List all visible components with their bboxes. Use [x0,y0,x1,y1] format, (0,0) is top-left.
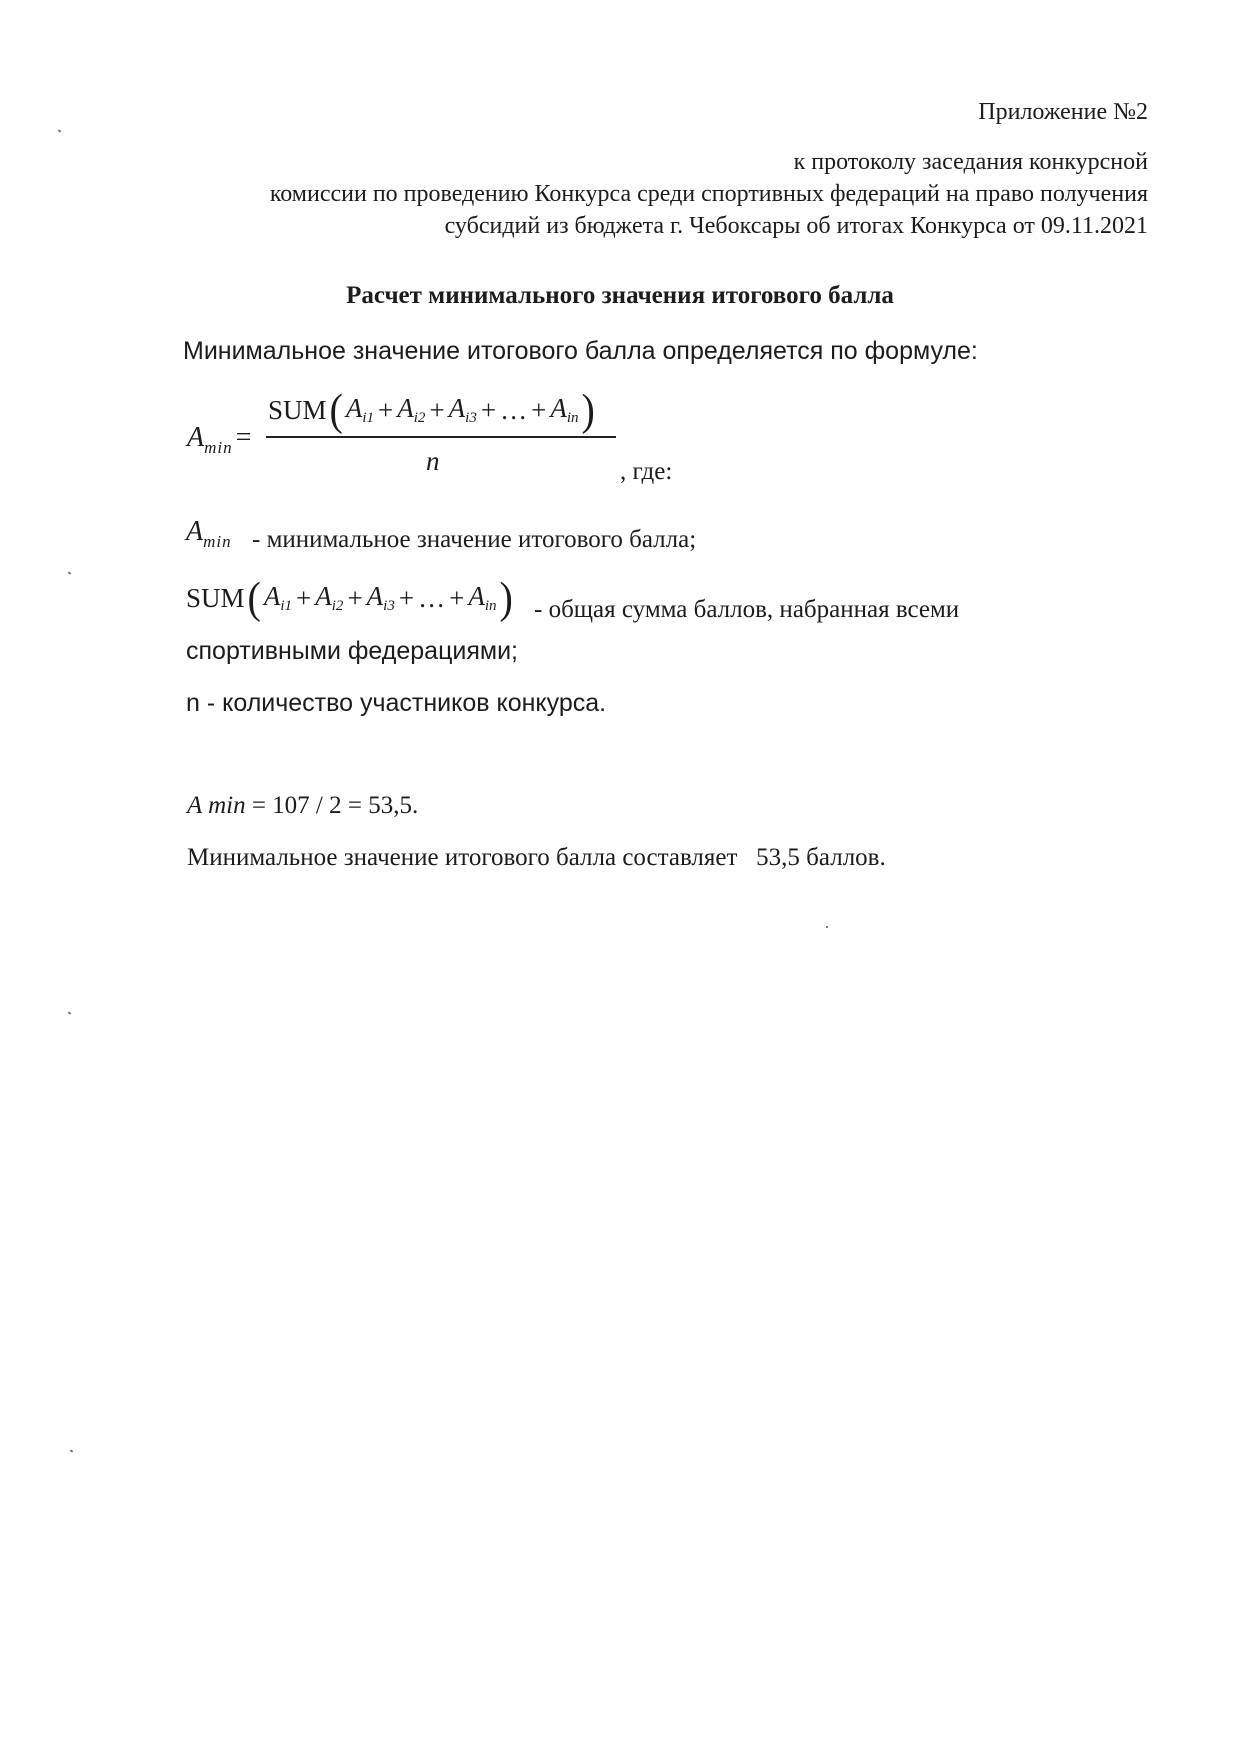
formula-term-1: $A_{i1}$ [345,393,375,426]
calc-lhs: A min [187,792,246,819]
header-line-3: субсидий из бюджета г. Чебоксары об итогах Конкурса от 09.11.2021 [444,213,1148,239]
document-title: Расчет минимального значения итогового балла [346,282,894,309]
formula-ellipsis: … [500,394,528,425]
formula-plus-1: + [378,394,394,425]
def-sum-text-2: спортивными федерациями; [186,637,519,665]
calculation-line [187,792,418,820]
def-sum-symbol: SUM ( $A_{i1}$ + $A_{i2}$ + $A_{i3}$ + … + $A_{in}$ ) [186,572,513,623]
formula-open-paren: ( [329,384,343,435]
formula-lhs [187,422,251,458]
formula-sum-word: SUM [268,394,327,425]
formula-denominator: n [426,446,440,476]
formula-where: , где: [620,458,673,485]
formula-term-3: $A_{i3}$ [448,393,477,426]
formula-plus-2: + [429,394,445,425]
formula-lhs-sub: min [204,438,233,457]
formula-term-2: $A_{i2}$ [397,393,426,426]
formula-close-paren: ) [581,384,595,435]
formula-numerator [268,384,598,435]
scan-speck [70,1449,74,1452]
calc-rhs: = 107 / 2 = 53,5. [251,792,419,819]
formula-term-last: $A_{in}$ [550,393,579,426]
def-amin-symbol: $A_{min}$ [186,516,232,551]
conclusion-text: Минимальное значение итогового балла составляет 53,5 баллов. [187,844,886,871]
formula-equals: = [235,422,252,453]
scan-speck [68,571,72,574]
formula-plus-3: + [480,394,497,425]
scan-speck [58,129,62,132]
fraction-bar [266,436,616,438]
header-line-2: комиссии по проведению Конкурса среди спортивных федераций на право получения [269,181,1148,207]
formula-lhs-var: A [187,422,205,453]
scan-speck [826,926,828,928]
appendix-label: Приложение №2 [978,99,1148,125]
def-sum-text-1: - общая сумма баллов, набранная всеми [534,596,960,623]
def-n-text: n - количество участников конкурса. [186,689,607,717]
intro-text: Минимальное значение итогового балла определяется по формуле: [183,337,978,365]
formula-plus-4: + [531,394,547,425]
header-line-1: к протоколу заседания конкурсной [793,149,1148,175]
def-amin-text: - минимальное значение итогового балла; [252,526,697,553]
scan-speck [68,1011,72,1014]
